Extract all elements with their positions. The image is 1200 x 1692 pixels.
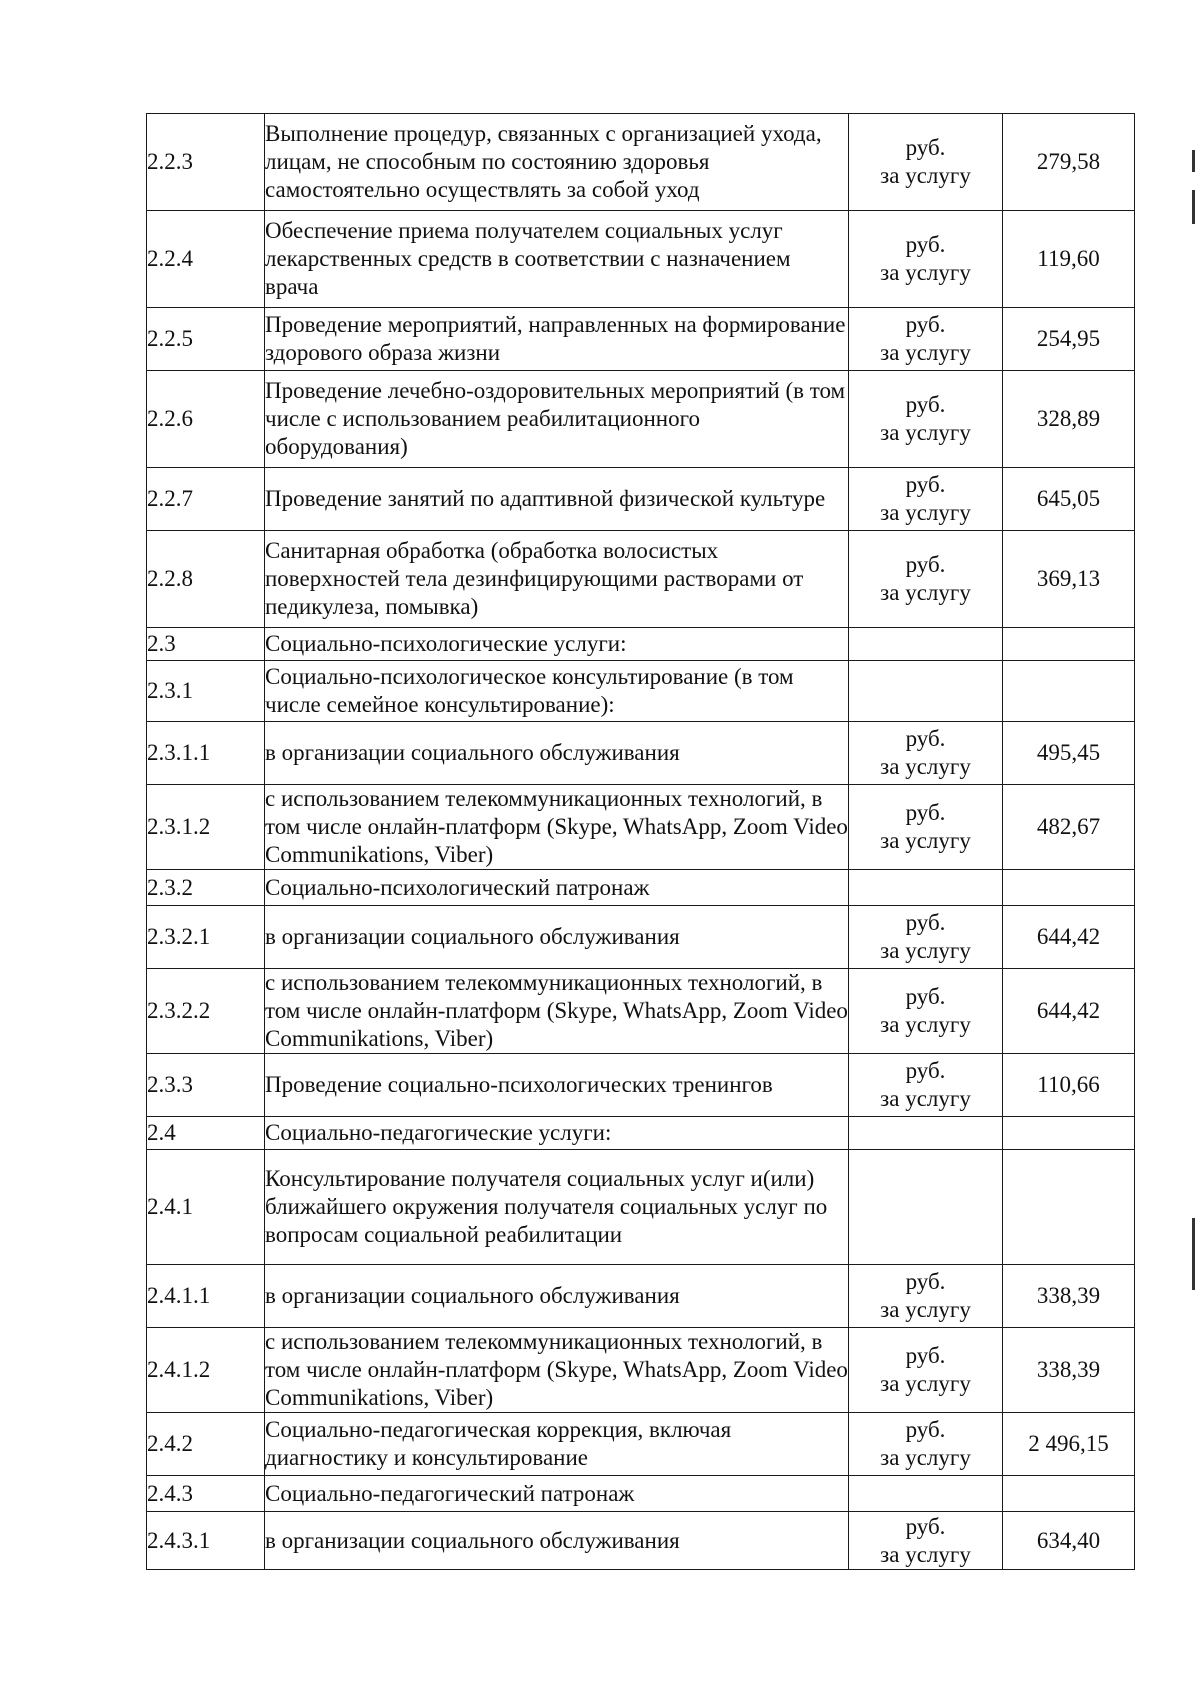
table-row — [147, 1054, 1135, 1117]
document-page — [146, 113, 1134, 1570]
unit-cell — [849, 870, 1003, 906]
table-row — [147, 870, 1135, 906]
table-row — [147, 1265, 1135, 1328]
table-row — [147, 628, 1135, 661]
unit-per-service: за услугу — [880, 580, 971, 605]
unit-currency: руб. — [905, 1269, 946, 1294]
service-name: в организации социального обслуживания — [265, 906, 849, 969]
service-name: с использованием телекоммуникационных технологий, в том числе онлайн-платформ (Skype, WhatsApp, Zoom Video Communikations, Viber) — [265, 785, 849, 870]
unit-currency: руб. — [905, 1417, 946, 1442]
tariff-price: 482,67 — [1003, 785, 1135, 870]
tariff-price: 495,45 — [1003, 722, 1135, 785]
service-name: Проведение лечебно-оздоровительных мероприятий (в том числе с использованием реабилитационного оборудования) — [265, 371, 849, 468]
table-row — [147, 969, 1135, 1054]
tariff-price — [1003, 1476, 1135, 1512]
scan-edge-mark — [1192, 190, 1195, 224]
service-name: Социально-психологическое консультирование (в том числе семейное консультирование): — [265, 661, 849, 722]
item-number: 2.4.1.2 — [147, 1328, 265, 1413]
service-name: Социально-психологический патронаж — [265, 870, 849, 906]
unit-per-service: за услугу — [880, 260, 971, 285]
unit-per-service: за услугу — [880, 1371, 971, 1396]
item-number: 2.3 — [147, 628, 265, 661]
service-name: Выполнение процедур, связанных с организацией ухода, лицам, не способным по состоянию здоровья самостоятельно осуществлять за собой уход — [265, 114, 849, 211]
item-number: 2.4.1 — [147, 1150, 265, 1265]
table-row — [147, 1117, 1135, 1150]
tariff-price: 119,60 — [1003, 211, 1135, 308]
tariff-price: 338,39 — [1003, 1328, 1135, 1413]
unit-per-service: за услугу — [880, 420, 971, 445]
table-row — [147, 906, 1135, 969]
table-row — [147, 1150, 1135, 1265]
unit-cell — [849, 1054, 1003, 1117]
item-number: 2.2.7 — [147, 468, 265, 531]
service-name: Проведение занятий по адаптивной физической культуре — [265, 468, 849, 531]
table-row — [147, 1413, 1135, 1476]
item-number: 2.2.4 — [147, 211, 265, 308]
scan-edge-mark — [1192, 150, 1195, 172]
unit-cell — [849, 1512, 1003, 1570]
table-row — [147, 722, 1135, 785]
item-number: 2.4.3 — [147, 1476, 265, 1512]
table-row — [147, 1476, 1135, 1512]
unit-currency: руб. — [905, 135, 946, 160]
service-name: Социально-педагогическая коррекция, включая диагностику и консультирование — [265, 1413, 849, 1476]
unit-currency: руб. — [905, 312, 946, 337]
unit-per-service: за услугу — [880, 340, 971, 365]
tariff-table-body — [147, 114, 1135, 1570]
tariff-price: 279,58 — [1003, 114, 1135, 211]
item-number: 2.4.1.1 — [147, 1265, 265, 1328]
unit-currency: руб. — [905, 1343, 946, 1368]
unit-per-service: за услугу — [880, 1445, 971, 1470]
service-name: Санитарная обработка (обработка волосистых поверхностей тела дезинфицирующими растворами от педикулеза, помывка) — [265, 531, 849, 628]
table-row — [147, 785, 1135, 870]
table-row — [147, 468, 1135, 531]
tariff-price — [1003, 628, 1135, 661]
item-number: 2.2.6 — [147, 371, 265, 468]
unit-cell — [849, 906, 1003, 969]
service-name: Обеспечение приема получателем социальных услуг лекарственных средств в соответствии с назначением врача — [265, 211, 849, 308]
tariff-price — [1003, 1117, 1135, 1150]
scan-edge-mark — [1192, 1218, 1195, 1290]
table-row — [147, 308, 1135, 371]
tariff-price: 634,40 — [1003, 1512, 1135, 1570]
item-number: 2.3.1.1 — [147, 722, 265, 785]
unit-cell — [849, 785, 1003, 870]
tariff-price: 338,39 — [1003, 1265, 1135, 1328]
unit-per-service: за услугу — [880, 1541, 971, 1567]
item-number: 2.2.3 — [147, 114, 265, 211]
item-number: 2.4.2 — [147, 1413, 265, 1476]
unit-per-service: за услугу — [880, 1297, 971, 1322]
unit-cell — [849, 371, 1003, 468]
unit-cell — [849, 1265, 1003, 1328]
table-row — [147, 1328, 1135, 1413]
item-number: 2.2.8 — [147, 531, 265, 628]
unit-cell — [849, 308, 1003, 371]
item-number: 2.2.5 — [147, 308, 265, 371]
tariff-price: 644,42 — [1003, 906, 1135, 969]
tariff-price: 2 496,15 — [1003, 1413, 1135, 1476]
unit-currency: руб. — [905, 232, 946, 257]
table-row — [147, 114, 1135, 211]
tariff-table — [146, 113, 1135, 1570]
item-number: 2.3.2 — [147, 870, 265, 906]
unit-cell — [849, 468, 1003, 531]
unit-cell — [849, 1117, 1003, 1150]
unit-cell — [849, 628, 1003, 661]
item-number: 2.4.3.1 — [147, 1512, 265, 1570]
service-name: Социально-педагогические услуги: — [265, 1117, 849, 1150]
unit-currency: руб. — [905, 1058, 946, 1083]
service-name: с использованием телекоммуникационных технологий, в том числе онлайн-платформ (Skype, WhatsApp, Zoom Video Communikations, Viber) — [265, 969, 849, 1054]
item-number: 2.3.2.1 — [147, 906, 265, 969]
item-number: 2.3.1 — [147, 661, 265, 722]
tariff-price: 369,13 — [1003, 531, 1135, 628]
unit-currency: руб. — [905, 472, 946, 497]
service-name: Социально-педагогический патронаж — [265, 1476, 849, 1512]
service-name: в организации социального обслуживания — [265, 722, 849, 785]
service-name: с использованием телекоммуникационных технологий, в том числе онлайн-платформ (Skype, WhatsApp, Zoom Video Communikations, Viber) — [265, 1328, 849, 1413]
table-row — [147, 531, 1135, 628]
unit-cell — [849, 969, 1003, 1054]
tariff-price — [1003, 1150, 1135, 1265]
unit-currency: руб. — [905, 910, 946, 935]
unit-cell — [849, 211, 1003, 308]
table-row — [147, 371, 1135, 468]
unit-currency: руб. — [905, 552, 946, 577]
unit-per-service: за услугу — [880, 828, 971, 853]
unit-cell — [849, 1476, 1003, 1512]
unit-cell — [849, 661, 1003, 722]
tariff-price: 645,05 — [1003, 468, 1135, 531]
tariff-price: 254,95 — [1003, 308, 1135, 371]
service-name: в организации социального обслуживания — [265, 1512, 849, 1570]
unit-per-service: за услугу — [880, 1086, 971, 1111]
tariff-price: 110,66 — [1003, 1054, 1135, 1117]
table-row — [147, 661, 1135, 722]
unit-cell — [849, 1150, 1003, 1265]
service-name: Проведение мероприятий, направленных на формирование здорового образа жизни — [265, 308, 849, 371]
service-name: в организации социального обслуживания — [265, 1265, 849, 1328]
service-name: Социально-психологические услуги: — [265, 628, 849, 661]
unit-per-service: за услугу — [880, 938, 971, 963]
item-number: 2.3.1.2 — [147, 785, 265, 870]
item-number: 2.4 — [147, 1117, 265, 1150]
unit-cell — [849, 114, 1003, 211]
unit-currency: руб. — [905, 800, 946, 825]
tariff-price: 644,42 — [1003, 969, 1135, 1054]
item-number: 2.3.3 — [147, 1054, 265, 1117]
service-name: Консультирование получателя социальных услуг и(или) ближайшего окружения получателя социальных услуг по вопросам социальной реабилитации — [265, 1150, 849, 1265]
unit-per-service: за услугу — [880, 163, 971, 188]
unit-per-service: за услугу — [880, 1012, 971, 1037]
unit-per-service: за услугу — [880, 754, 971, 779]
item-number: 2.3.2.2 — [147, 969, 265, 1054]
unit-cell — [849, 1328, 1003, 1413]
unit-per-service: за услугу — [880, 500, 971, 525]
unit-cell — [849, 1413, 1003, 1476]
unit-currency: руб. — [905, 1513, 946, 1539]
unit-cell — [849, 531, 1003, 628]
tariff-price — [1003, 870, 1135, 906]
table-row — [147, 211, 1135, 308]
table-row — [147, 1512, 1135, 1570]
unit-cell — [849, 722, 1003, 785]
unit-currency: руб. — [905, 984, 946, 1009]
tariff-price — [1003, 661, 1135, 722]
service-name: Проведение социально-психологических тренингов — [265, 1054, 849, 1117]
tariff-price: 328,89 — [1003, 371, 1135, 468]
unit-currency: руб. — [905, 392, 946, 417]
unit-currency: руб. — [905, 726, 946, 751]
